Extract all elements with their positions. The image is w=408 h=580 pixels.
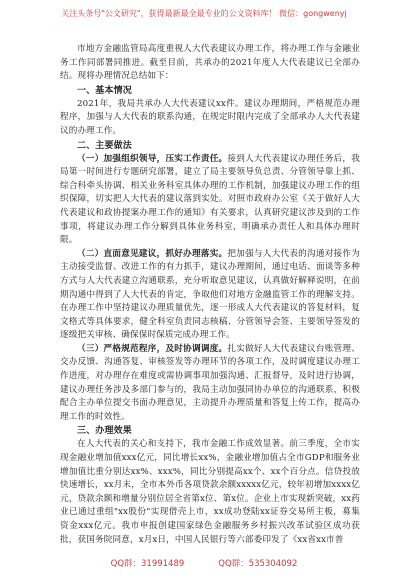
section-2-item-3 [60,343,360,425]
section-2-item-1 [60,153,360,248]
promo-header-line: 关注头条号"公文研究"，获得最新最全最专业的公文资料库！ 微信：gongwenyj [61,9,347,18]
section-2-item-2-lead: （二）直面意见建议，抓好办理落实。 [77,248,228,259]
section-1-heading: 一、基本情况 [77,85,132,96]
section-2-item-1-lead: （一）加强组织领导，压实工作责任。 [77,153,228,164]
section-2-item-2-body: 把加强与人大代表的沟通对接作为主动接受监督、改进工作的有力抓手，建议办理期间，通过电话、面谈等多种方式与人大代表建立沟通联系，充分听取意见建议，认真做好解释说明，在前期沟通中得到了人大代表的肯定，争取他们对地方金融监管工作的理解支持。在办理工作中坚持建议办理质量优先，逐一形成人大代表建议的答复材料，复文格式等具体要求，健全科室负责同志核稿、分管领导会签、主要领导签发的逐级把关审核、确保保时保质完成办理工作。 [60,248,360,341]
section-3-heading: 三、办理效果 [77,426,132,437]
promo-header [0,8,408,19]
footer-qq-group-1: QQ群：31991489 [110,559,185,569]
section-2-item-1-body: 接到人大代表建议办理任务后，我局第一时间进行专题研究部署，建立了局主要领导负总责、分管领导靠上抓、综合科牵头协调、相关业务科室具体办理的工作机制，加强建议办理工作的组织保障，切实把人大代表的建议落到实处。对照市政府办公室《关于做好人大代表建议和政协提案办理工作的通知》有关要求，认真研究建议涉及到的工作事项，将建议办理工作分解到具体业务科室，明确承办责任人和具体办理时限。 [60,153,360,246]
section-2-item-3-body: 扎实做好人大代表建议台账管理、交办反馈、沟通答复、审核签发等办理环节的各项工作，及时调度建议办理工作进度，对办理存在难度或需协调事项加强沟通、汇报督导，及时进行协调，建议办理任务涉及多部门参与的，我局主动加强同协办单位的沟通联系，积极配合主办单位提交书面办理意见，主动提升办理质量和答复上传工作，提高办理工作的时效性。 [60,343,360,422]
section-1-paragraph: 2021年，我局共承办人大代表建议xx件。建议办理期间，严格规范办理程序，加强与人大代表的联系沟通，在规定时限内完成了全部承办人大代表建议的办理工作。 [60,98,360,136]
section-3-paragraph: 在人大代表的关心和支持下，我市金融工作成效显著。前三季度，全市实现金融业增加值xxx亿元，同比增长xx%，金融业增加值占全市GDP和服务业增加值比重分别达xx%、xxx%，同比分别提高xx个、xx个百分点。信贷投放快速增长，xx月末，全市本外币各项贷款余额xxxxx亿元，较年初增加xxxx亿元，贷款余额和增量分别位居全省第x位、第x位。企业上市实现新突破，xx药业已通过重组"xx股份"实现借壳上市，xx成功登陆xx证券交易所主板，募集资金xxx亿元。我市申报创建国家绿色金融服务乡村振兴改革试验区成功获批，获国务院同意，x月x日，中国人民银行等六部委印发了《xx省xx市普 [60,439,360,545]
section-2-heading: 二、主要做法 [77,140,132,151]
section-2-item-2 [60,248,360,343]
promo-footer [0,557,408,569]
intro-paragraph: 市地方金融监管局高度重视人大代表建议办理工作，将办理工作与金融业务工作同部署同推进。截至目前，共承办的2021年度人大代表建议已全部办结。现将办理情况总结如下： [60,44,360,82]
section-2-item-3-lead: （三）严格规范程序，及时协调调度。 [77,343,228,354]
document-body [60,43,360,547]
footer-qq-group-2: QQ群：535304092 [218,559,298,569]
